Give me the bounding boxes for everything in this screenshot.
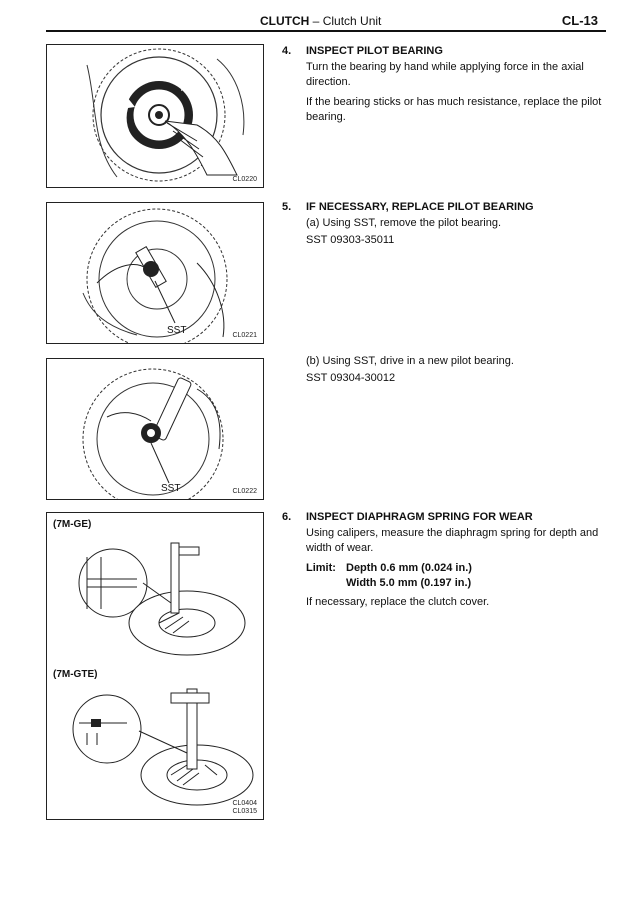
step-6 — [282, 510, 612, 620]
header-rule — [46, 30, 606, 32]
step-heading: INSPECT PILOT BEARING — [306, 45, 443, 57]
page-number: CL-13 — [561, 13, 598, 28]
step-number: 6. — [282, 511, 292, 523]
figure-code: CL0222 — [232, 488, 257, 495]
step-number: 5. — [282, 201, 292, 213]
header-section: CLUTCH — [260, 14, 310, 28]
figure-pilot-bearing-inspect — [46, 44, 264, 188]
sst-label: SST — [161, 483, 181, 494]
sst-number-b: SST 09304-30012 — [306, 372, 396, 384]
step-paragraph: Using calipers, measure the diaphragm spring for depth and width of wear. — [306, 527, 599, 554]
step-heading: INSPECT DIAPHRAGM SPRING FOR WEAR — [306, 511, 533, 523]
limit-label: Limit: — [306, 562, 336, 574]
step-heading: IF NECESSARY, REPLACE PILOT BEARING — [306, 201, 534, 213]
step-note: If necessary, replace the clutch cover. — [306, 596, 490, 608]
header-title — [260, 14, 381, 28]
step-paragraph: If the bearing sticks or has much resistance, replace the pilot bearing. — [306, 96, 602, 123]
flywheel-illustration-2 — [47, 203, 263, 343]
figure-code: CL0221 — [232, 332, 257, 339]
page-header — [46, 10, 606, 32]
step-5 — [282, 200, 612, 400]
step-paragraph: Turn the bearing by hand while applying force in the axial direction. — [306, 61, 584, 88]
flywheel-illustration-3 — [47, 359, 263, 499]
figure-pilot-bearing-install — [46, 358, 264, 500]
figure-code — [232, 800, 257, 816]
limit-spec — [306, 561, 606, 591]
flywheel-illustration-1 — [47, 45, 263, 187]
sst-label: SST — [167, 325, 187, 336]
substep-b: (b) Using SST, drive in a new pilot bearing. — [306, 355, 514, 367]
step-4 — [282, 44, 612, 124]
limit-depth: Depth 0.6 mm (0.024 in.) — [346, 562, 472, 574]
sst-number-a: SST 09303-35011 — [306, 234, 395, 246]
variant-label-7m-gte: (7M-GTE) — [53, 669, 98, 680]
figure-code-7m-ge: CL0404 — [232, 800, 257, 807]
figure-pilot-bearing-remove — [46, 202, 264, 344]
header-separator: – — [312, 14, 320, 28]
figure-code: CL0220 — [232, 176, 257, 183]
header-subsection: Clutch Unit — [322, 14, 382, 28]
step-number: 4. — [282, 45, 292, 57]
variant-label-7m-ge: (7M-GE) — [53, 519, 92, 530]
caliper-illustration — [47, 513, 263, 819]
figure-code-7m-gte: CL0315 — [232, 808, 257, 815]
substep-a: (a) Using SST, remove the pilot bearing. — [306, 217, 502, 229]
limit-width: Width 5.0 mm (0.197 in.) — [346, 577, 472, 589]
figure-diaphragm-spring — [46, 512, 264, 820]
